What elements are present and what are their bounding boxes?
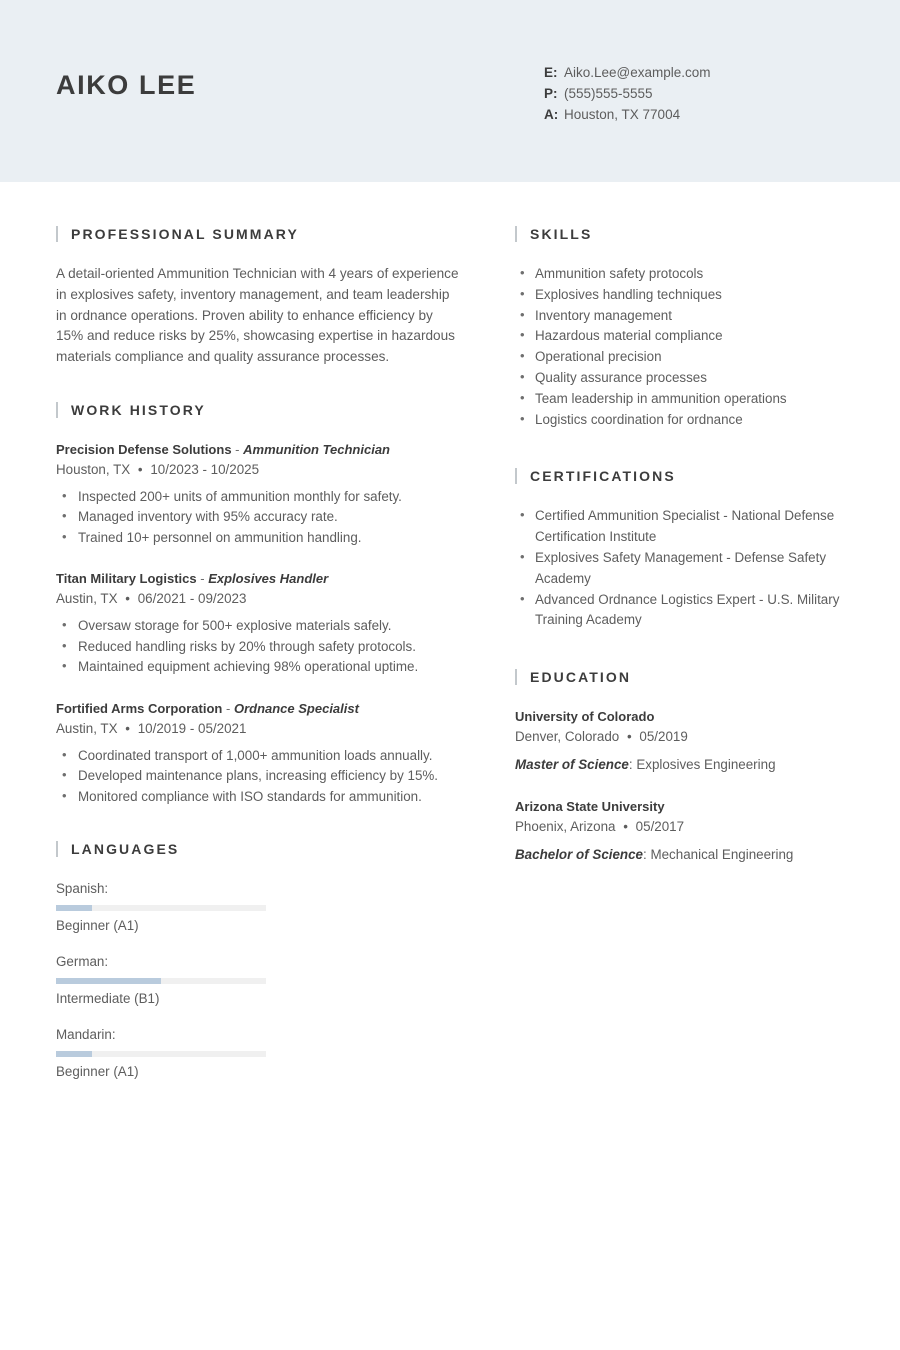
language-proficiency-fill [56,905,92,911]
section-skills [515,226,856,430]
education-school: Arizona State University [515,799,665,815]
skills-list [515,264,856,430]
section-certifications [515,468,856,631]
accent-bar-icon [515,226,517,242]
work-history-entry [56,440,463,549]
job-bullet: • Monitored compliance with ISO standards for ammunition. [56,787,463,808]
education-location: Denver, Colorado [515,729,620,745]
list-item: • Certified Ammunition Specialist - National Defense Certification Institute [515,506,856,548]
job-bullet: • Managed inventory with 95% accuracy rate. [56,507,463,528]
section-title: WORK HISTORY [71,401,206,418]
candidate-name: AIKO LEE [56,70,197,100]
job-bullets [56,616,463,678]
education-meta [515,726,856,747]
list-item: • Explosives Safety Management - Defense Safety Academy [515,548,856,590]
bullet-separator-icon: • [623,819,628,835]
language-level: Beginner (A1) [56,1064,139,1080]
job-company: Precision Defense Solutions [56,441,232,457]
job-location: Houston, TX [56,461,131,477]
email-label: E: [544,65,558,80]
education-degree-line [515,755,856,775]
accent-bar-icon [515,669,517,685]
list-item: • Inventory management [515,306,856,327]
section-languages [56,841,463,1098]
section-professional-summary [56,226,463,368]
left-column [56,226,501,1132]
bullet-separator-icon: • [626,729,632,745]
job-meta [56,460,463,480]
language-item [56,879,288,936]
professional-summary-heading [56,226,463,242]
job-meta [56,719,463,739]
language-proficiency-bar [56,905,266,911]
job-role: Ammunition Technician [243,441,390,457]
list-item: • Logistics coordination for ordnance [515,410,856,431]
language-proficiency-bar [56,1051,266,1057]
education-field: : Explosives Engineering [628,757,776,773]
job-separator: - [235,441,240,457]
job-dates: 06/2021 - 09/2023 [137,591,247,607]
section-title: LANGUAGES [71,841,180,858]
job-meta [56,589,463,609]
education-location: Phoenix, Arizona [515,819,616,835]
section-title: SKILLS [530,226,593,242]
bullet-separator-icon: • [125,720,130,736]
address-label: A: [544,107,559,122]
list-item: • Advanced Ordnance Logistics Expert - U.S. Military Training Academy [515,590,856,632]
language-level: Intermediate (B1) [56,991,160,1007]
job-bullet: • Oversaw storage for 500+ explosive materials safely. [56,616,463,637]
language-proficiency-fill [56,1051,92,1057]
work-history-heading [56,402,463,418]
job-bullet: • Reduced handling risks by 20% through safety protocols. [56,637,463,658]
certifications-list [515,506,856,631]
contact-email-row [544,62,844,83]
job-dates: 10/2023 - 10/2025 [150,461,260,477]
job-bullet: • Maintained equipment achieving 98% operational uptime. [56,657,463,678]
job-bullet: • Coordinated transport of 1,000+ ammunition loads annually. [56,746,463,767]
accent-bar-icon [56,226,58,242]
education-entry [515,707,856,775]
education-heading [515,669,856,685]
job-bullet: • Developed maintenance plans, increasing efficiency by 15%. [56,766,463,787]
accent-bar-icon [515,468,517,484]
list-item: • Explosives handling techniques [515,285,856,306]
education-degree: Bachelor of Science [515,847,644,863]
job-title-line [56,699,463,718]
education-date: 05/2017 [635,819,685,835]
phone-label: P: [544,86,558,101]
list-item: • Operational precision [515,347,856,368]
work-history-entry [56,699,463,808]
list-item: • Quality assurance processes [515,368,856,389]
language-item [56,1025,288,1082]
list-item: • Ammunition safety protocols [515,264,856,285]
job-bullets [56,487,463,549]
languages-list [56,879,463,1098]
phone-value: (555)555-5555 [564,86,653,101]
languages-heading [56,841,463,857]
education-field: : Mechanical Engineering [643,847,794,863]
accent-bar-icon [56,402,58,418]
certifications-heading [515,468,856,484]
section-title: EDUCATION [530,669,632,686]
job-separator: - [225,700,231,716]
language-proficiency-fill [56,978,161,984]
job-dates: 10/2019 - 05/2021 [137,720,247,736]
email-value: Aiko.Lee@example.com [564,65,711,80]
language-proficiency-bar [56,978,266,984]
job-bullet: • Inspected 200+ units of ammunition monthly for safety. [56,487,463,508]
education-date: 05/2019 [639,729,688,745]
language-name: Spanish: [56,881,109,897]
list-item: • Team leadership in ammunition operations [515,389,856,410]
job-bullet: • Trained 10+ personnel on ammunition handling. [56,528,463,549]
right-column [501,226,856,1132]
job-location: Austin, TX [56,720,118,736]
job-bullets [56,746,463,808]
job-company: Titan Military Logistics [56,571,197,587]
job-title-line [56,440,463,459]
language-level: Beginner (A1) [56,918,139,934]
address-value: Houston, TX 77004 [564,107,681,122]
accent-bar-icon [56,841,58,857]
education-entry [515,797,856,865]
section-education [515,669,856,865]
job-company: Fortified Arms Corporation [56,700,223,716]
language-name: German: [56,954,109,970]
contact-phone-row [544,83,844,104]
bullet-separator-icon: • [125,591,130,607]
job-title-line [56,569,463,588]
resume-header [0,0,900,182]
language-name: Mandarin: [56,1027,116,1043]
summary-text: A detail-oriented Ammunition Technician with 4 years of experience in explosives safety, inventory management, and team leadership in ordnance operations. Proven ability to enhance efficiency by 15% and reduce risks by 25%, showcasing expertise in hazardous materials compliance and quality assurance processes. [56,266,459,365]
section-title: PROFESSIONAL SUMMARY [71,226,299,242]
section-work-history [56,402,463,808]
job-role: Explosives Handler [208,571,329,587]
skills-heading [515,226,856,242]
education-degree-line [515,845,856,865]
contact-block [536,62,844,125]
job-role: Ordnance Specialist [233,700,359,716]
job-separator: - [200,571,205,587]
education-degree: Master of Science [515,757,629,773]
education-school: University of Colorado [515,709,655,725]
contact-address-row [544,104,844,125]
work-history-entry [56,569,463,678]
education-meta [515,816,856,837]
list-item: • Hazardous material compliance [515,326,856,347]
resume-body [0,182,900,1132]
section-title: CERTIFICATIONS [530,468,676,485]
bullet-separator-icon: • [137,461,143,477]
language-item [56,952,288,1009]
job-location: Austin, TX [56,591,118,607]
